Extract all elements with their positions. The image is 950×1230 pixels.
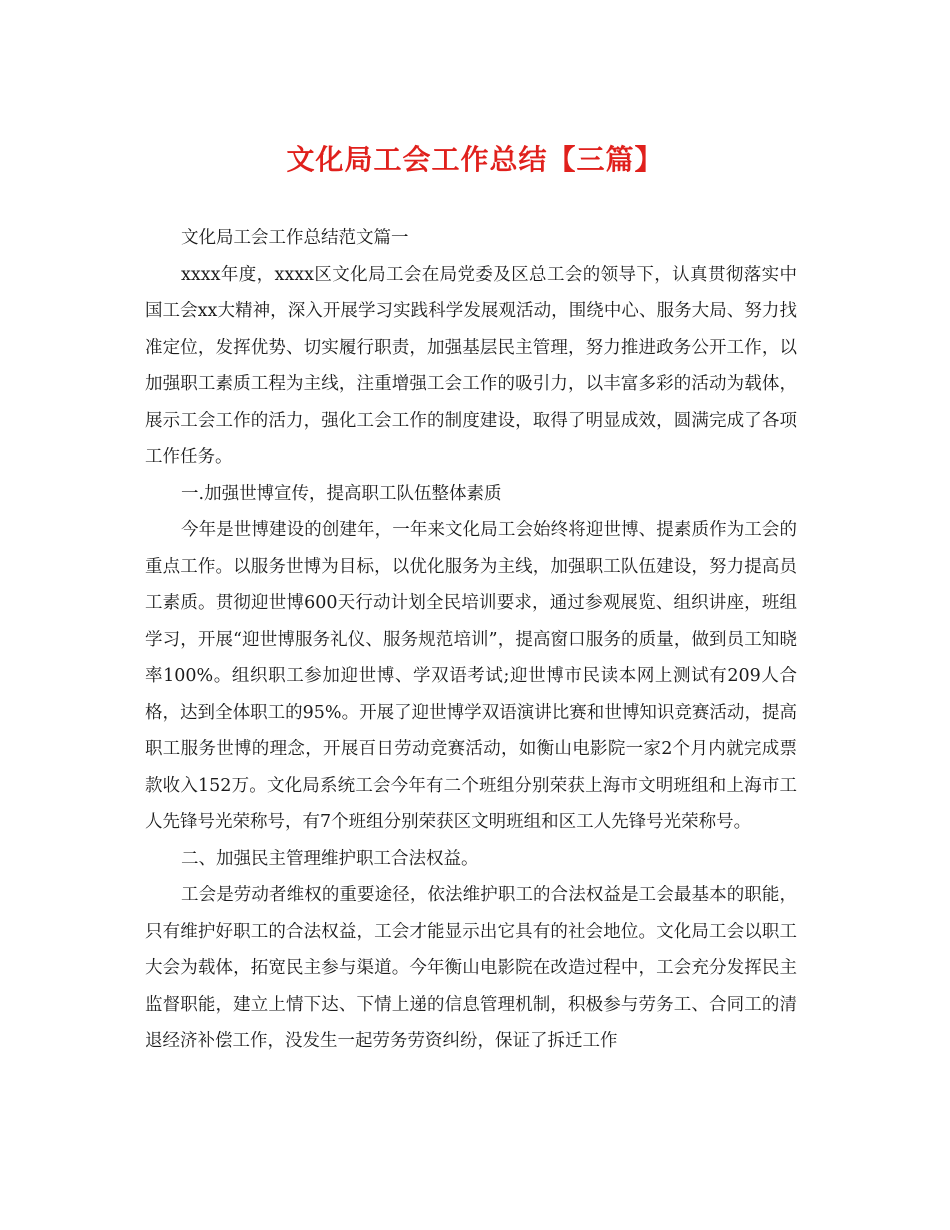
document-body xyxy=(145,220,797,1060)
paragraph-intro: xxxx年度，xxxx区文化局工会在局党委及区总工会的领导下，认真贯彻落实中国工会xx大精神，深入开展学习实践科学发展观活动，围绕中心、服务大局、努力找准定位，发挥优势、切实履行职责，加强基层民主管理，努力推进政务公开工作，以加强职工素质工程为主线，注重增强工会工作的吸引力，以丰富多彩的活动为载体，展示工会工作的活力，强化工会工作的制度建设，取得了明显成效，圆满完成了各项工作任务。 xyxy=(145,264,797,467)
paragraph-rights: 工会是劳动者维权的重要途径，依法维护职工的合法权益是工会最基本的职能，只有维护好职工的合法权益，工会才能显示出它具有的社会地位。文化局工会以职工大会为载体，拓宽民主参与渠道。今年衡山电影院在改造过程中，工会充分发挥民主监督职能，建立上情下达、下情上递的信息管理机制，积极参与劳务工、合同工的清退经济补偿工作，没发生一起劳务劳资纠纷，保证了拆迁工作 xyxy=(145,885,797,1051)
paragraph-expo: 今年是世博建设的创建年，一年来文化局工会始终将迎世博、提素质作为工会的重点工作。以服务世博为目标，以优化服务为主线，加强职工队伍建设，努力提高员工素质。贯彻迎世博600天行动计划全民培训要求，通过参观展览、组织讲座，班组学习，开展“迎世博服务礼仪、服务规范培训”，提高窗口服务的质量，做到员工知晓率100%。组织职工参加迎世博、学双语考试;迎世博市民读本网上测试有209人合格，达到全体职工的95%。开展了迎世博学双语演讲比赛和世博知识竞赛活动，提高职工服务世博的理念，开展百日劳动竞赛活动，如衡山电影院一家2个月内就完成票款收入152万。文化局系统工会今年有二个班组分别荣获上海市文明班组和上海市工人先锋号光荣称号，有7个班组分别荣获区文明班组和区工人先锋号光荣称号。 xyxy=(145,520,797,832)
section-heading-2: 二、加强民主管理维护职工合法权益。 xyxy=(181,848,479,869)
section-heading-article-one: 文化局工会工作总结范文篇一 xyxy=(181,228,409,248)
section-heading-1: 一.加强世博宣传，提高职工队伍整体素质 xyxy=(181,483,502,504)
document-title: 文化局工会工作总结【三篇】 xyxy=(286,143,664,176)
